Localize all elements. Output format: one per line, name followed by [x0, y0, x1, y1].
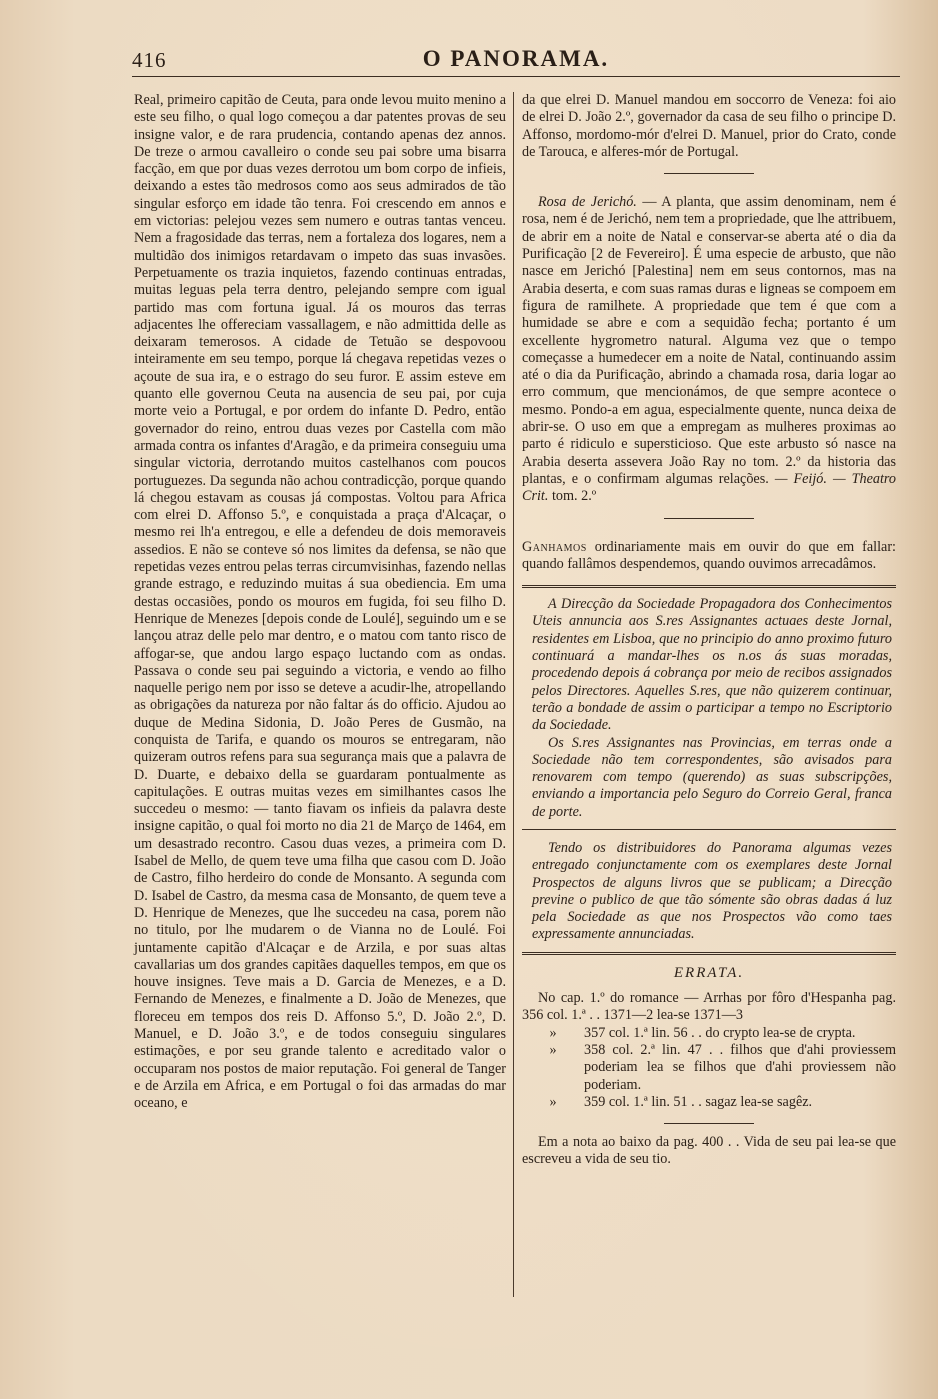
errata-row	[522, 1094, 896, 1111]
left-column	[134, 92, 506, 1113]
rosa-article	[522, 194, 896, 505]
errata-row	[522, 1042, 896, 1094]
proverb-text: ordinariamente mais em ouvir do que em fallar: quando fallâmos despendemos, quando ouvimos arrecadâmos.	[522, 538, 896, 572]
errata-rule	[664, 1123, 754, 1124]
errata-entry: 358 col. 2.ª lin. 47 . . filhos que d'ahi proviessem poderiam lea se filhos que d'ahi proviessem não poderiam.	[584, 1041, 896, 1093]
rosa-source-author: — Feijó. —	[774, 470, 846, 487]
biography-text: Real, primeiro capitão de Ceuta, para onde levou muito menino a este seu filho, o qual logo começou a dar patentes provas de seu insigne valor, e de rara prudencia, contando apenas dez annos. De treze o armou cavalleiro o conde seu pai sobre uma bisarra facção, em que por duas vezes derrotou um bom corpo de infieis, deixando a estes tão medrosos como aos seus admirados de tão singular esforço em idade tão tenra. Foi crescendo em annos e em victorias: pelejou vezes sem numero e outras tantas venceu. Nem a fragosidade das terras, nem a fortaleza dos logares, nem a multidão dos inimigos retardavam o impeto das suas invasões. Perpetuamente os trazia inquietos, fazendo continuas entradas, muitas leguas pela terra dentro, pelejando sempre com igual partido mas com fortuna igual. Já os mouros das terras adjacentes lhe offereciam vassallagem, e não admittida delle as deixaram temerosos. A cidade de Tetuão se despovoou inteiramente em seu tempo, porque lá chegava repetidas vezes o açoute de sua ira, e o estrago do seu furor. E assim esteve em quanto elle governou Ceuta na ausencia de seu pai, por cuja morte veio a Portugal, e por ordem do infante D. Pedro, então governador do reino, entrou duas vezes por Castella com mão armada contra os infantes d'Aragão, e da primeira conseguiu uma singular victoria, derrotando muitos castelhanos com poucos portuguezes. Da segunda não achou contradicção, porque quando lá chegou estavam as cousas já compostas. Voltou para Africa com elrei D. Affonso 5.º, e conquistada a praça d'Alcaçar, o mesmo rei lh'a entregou, e elle a defendeu de dois memoraveis assedios. E não se conteve só nos limites da defensa, se não que repetidas vezes entrou pelas terras circumvisinhas, fazendo nellas grande estrago, e reduzindo muitas á sua obediencia. Em uma destas occasiões, pondo os mouros em fugida, foi seu filho D. Henrique de Menezes [depois conde de Loulé], seguindo um e se lançou atraz delle pelo mar dentro, e o matou com tanto risco de affogar-se, que andou largo espaço luctando com as ondas. Passava o conde seu pai seguindo a victoria, e vendo ao filho naquelle perigo nem por isso se deteve a acudir-lhe, atropellando as obrigações da natureza por não faltar ás do officio. Ajudou ao duque de Medina Sidonia, D. João Peres de Gusmão, na conquista de Tarifa, e quando os mouros se entregaram, não quizeram outros refens para sua segurança mais que a palavra de D. Duarte, e debaixo della se guardaram pontualmente as capitulações. E outras muitas vezes em similhantes casos lhe succedeu o mesmo: — tanto fiavam os infieis da palavra deste insigne capitão, o qual foi morto no dia 21 de Março de 1464, em um desastrado recontro. Casou duas vezes, a primeira com D. Isabel de Mello, de quem teve uma filha que casou com D. João de Castro, filho herdeiro do conde de Monsanto. A segunda com D. Isabel de Castro, da mesma casa de Monsanto, de quem teve a D. Henrique de Menezes, que lhe succedeu na casa, porem não no titulo, por lhe mudarem o de Vianna no de Loulé. Foi juntamente capitão d'Alcaçar e de Arzila, e por suas altas cavallarias um dos grandes capitães daquelles tempos, em que os houve insignes. Teve mais a D. Garcia de Menezes, e a D. Fernando de Menezes, e finalmente a D. João de Menezes, que floreceu em tempos dos reis D. Affonso 5.º, D. João 2.º, D. Manuel, e D. João 3.º, e de todos conseguiu singulares estimações, e por seu grande talento e acreditado valor o occuparam nos postos de maior reputação. Foi general de Tanger e de Arzila em Africa, e em Portugal o foi das armadas do mar oceano, e	[134, 92, 506, 1112]
column-divider	[513, 92, 514, 1297]
ditto-mark: »	[549, 1024, 557, 1041]
proverb-lead: Ganhamos	[522, 538, 587, 555]
errata-intro: No cap. 1.º do romance — Arrhas por fôro d'Hespanha pag. 356 col. 1.ª . . 1371—2 lea-se 1371—3	[522, 990, 896, 1024]
notice-provinces: Os S.res Assignantes nas Provincias, em terras onde a Sociedade não tem correspondentes, são avisados para renovarem com tempo (querendo) as suas subscripções, enviando a importancia pelo Seguro do Correio Geral, franca de porte.	[532, 734, 892, 820]
notice-lisbon: A Direcção da Sociedade Propagadora dos Conhecimentos Uteis annuncia aos S.res Assignantes actuaes deste Jornal, residentes em Lisboa, que no principio do anno proximo futuro continuará a mandar-lhes os n.os ás suas moradas, procedendo depois á cobrança por meio de recibos assignados pelos Directores. Aquelles S.res, que não quizerem continuar, terão a bondade de assim o participar a tempo no Escriptorio da Sociedade.	[532, 596, 892, 734]
continuation-text: da que elrei D. Manuel mandou em soccorro de Veneza: foi aio de elrei D. João 2.º, governador da casa de seu filho o principe D. Affonso, mordomo-mór d'elrei D. Manuel, prior do Crato, conde de Tarouca, e alferes-mór de Portugal.	[522, 92, 896, 160]
rosa-source-volume: tom. 2.º	[551, 488, 597, 505]
page-number: 416	[132, 48, 167, 72]
errata-row	[522, 1025, 896, 1042]
errata-entry: 357 col. 1.ª lin. 56 . . do crypto lea-se de crypta.	[584, 1024, 856, 1041]
short-rule	[664, 173, 754, 174]
rosa-source-work: Theatro Crit.	[522, 470, 897, 505]
journal-title: O PANORAMA.	[422, 46, 610, 71]
prospectus-notice	[522, 830, 896, 955]
final-note: Em a nota ao baixo da pag. 400 . . Vida de seu pai lea-se que escreveu a vida de seu tio.	[522, 1134, 896, 1168]
prospectus-text: Tendo os distribuidores do Panorama algumas vezes entregado conjunctamente com os exemplares deste Jornal Prospectos de alguns livros que se publicam; a Direcção previne o publico de que tão sómente são obras dadas á luz pela Sociedade as que nos Prospectos vão como taes expressamente annunciadas.	[532, 839, 892, 943]
page-header	[132, 44, 900, 77]
errata-section	[522, 965, 896, 1169]
right-column	[522, 92, 896, 1169]
rosa-title: Rosa de Jerichó.	[538, 194, 637, 211]
subscriber-notice	[522, 585, 896, 830]
errata-title: ERRATA.	[673, 964, 745, 981]
ditto-mark: »	[549, 1093, 557, 1110]
ditto-mark: »	[549, 1041, 557, 1058]
proverb	[522, 539, 896, 574]
rosa-text: — A planta, que assim denominam, nem é rosa, nem é de Jerichó, nem tem a propriedade, que lhe attribuem, de abrir em a noite de Natal e conservar-se aberta até o dia da Purificação [2 de Fevereiro]. É uma especie de arbusto, que não nasce em Jerichó [Palestina] nem em seus contornos, mas na Arabia deserta, e com suas ramas duras e ligneas se compoem em figura de ramilhete. A propriedade que tem é que com a humidade se abre e com a sequidão fecha; portanto é um excellente hygrometro natural. Alguma vez que o tempo começasse a humedecer em a noite de Natal, continuando assim até o dia da Purificação, abrindo a chamada rosa, daria logar ao erro commum, que mencionámos, de que sempre acontece o mesmo. Pondo-a em agua, especialmente quente, nunca deixa de abrir-se. O uso em que a empregam as mulheres proximas ao parto é ridiculo e supersticioso. Que este arbusto só nasce na Arabia deserta assevera João Ray no tom. 2.º da historia das plantas, e o confirmam algumas relações.	[522, 194, 896, 487]
errata-entry: 359 col. 1.ª lin. 51 . . sagaz lea-se sagêz.	[584, 1093, 813, 1110]
short-rule-2	[664, 518, 754, 519]
